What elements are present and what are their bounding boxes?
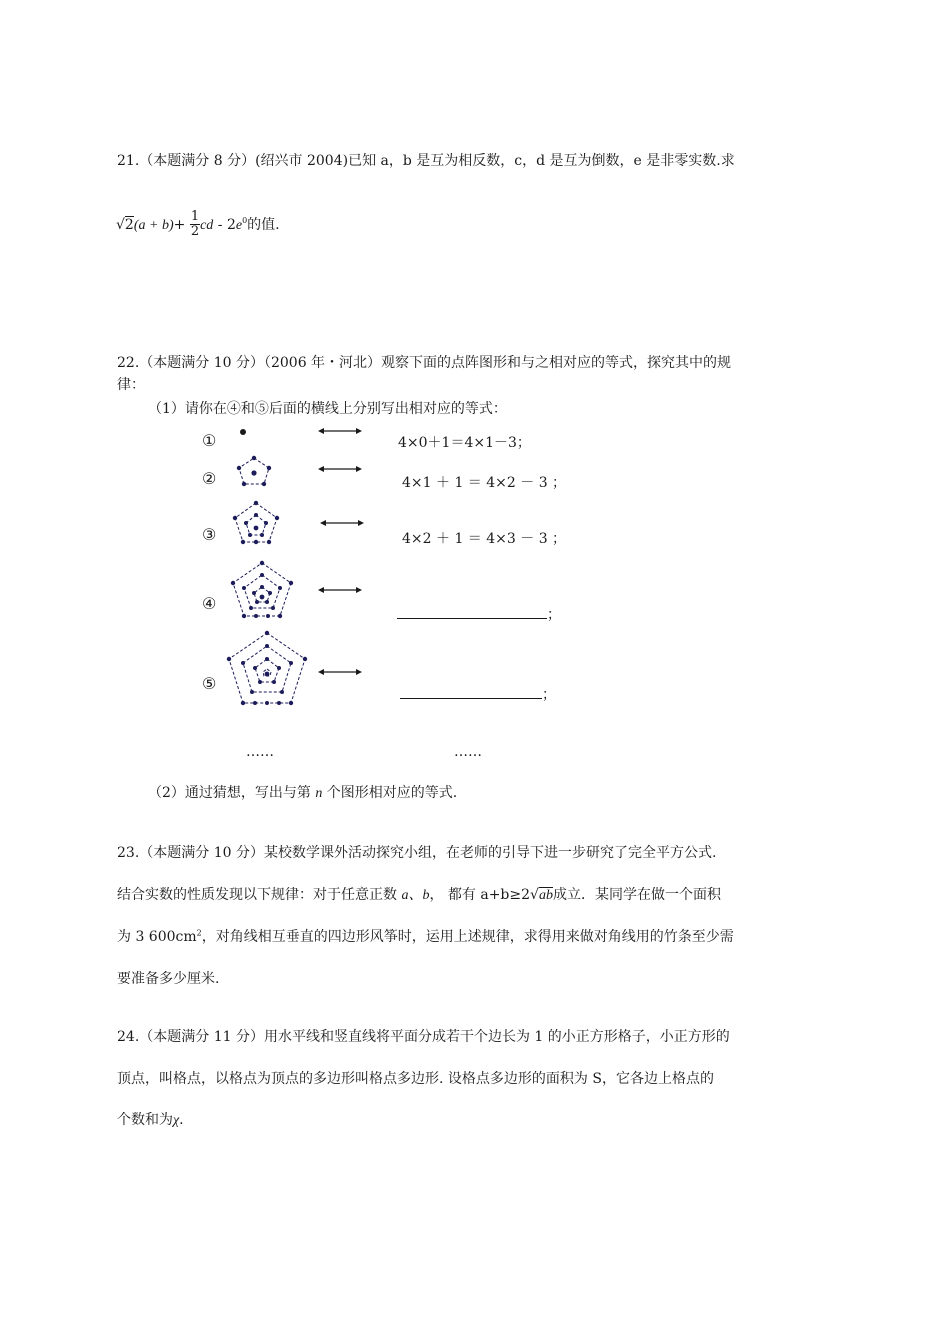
- q23-line1: 23.（本题满分 10 分）某校数学课外活动探究小组，在老师的引导下进一步研究了完全平方公式.: [117, 845, 717, 861]
- ellipsis-right: ……: [454, 744, 482, 760]
- equation-4-end: ；: [547, 607, 561, 623]
- double-arrow-1: [318, 426, 362, 436]
- q21-line1: 21.（本题满分 8 分）(绍兴市 2004)已知 a，b 是互为相反数，c，d 是互为倒数，e 是非零实数.求: [117, 153, 735, 169]
- expr-exp: 0: [242, 216, 248, 226]
- double-arrow-4: [318, 585, 362, 595]
- q24-line1: 24.（本题满分 11 分）用水平线和竖直线将平面分成若干个边长为 1 的小正方形格子，小正方形的: [117, 1029, 730, 1045]
- equation-5-end: ；: [542, 687, 556, 703]
- q23-line2-a: 结合实数的性质发现以下规律：对于任意正数: [117, 887, 402, 903]
- q22-part1: （1）请你在④和⑤后面的横线上分别写出相对应的等式：: [148, 401, 507, 417]
- q23-line2-c: 成立．某同学在做一个面积: [552, 887, 721, 903]
- q24-line3-a: 个数和为: [117, 1112, 173, 1128]
- row-label-2: ②: [202, 469, 217, 488]
- expr-plus: +: [173, 216, 186, 233]
- answer-blank-5[interactable]: [400, 684, 542, 699]
- q23-line3-a: 为 3 600cm: [117, 929, 197, 945]
- frac-num: 1: [190, 209, 200, 224]
- q23-line3: [117, 926, 734, 946]
- sqrt-symbol: √2: [116, 216, 134, 233]
- equation-1: 4×0＋1＝4×1－3；: [398, 435, 531, 451]
- row-label-4: ④: [202, 594, 217, 613]
- double-arrow-3: [320, 518, 364, 528]
- equation-2: 4×1 ＋ 1 ＝ 4×2 － 3 ；: [402, 475, 567, 491]
- equation-4-row: [397, 604, 561, 624]
- equation-5-row: [400, 684, 556, 704]
- q24-line3: [117, 1109, 184, 1129]
- frac-den: 2: [190, 224, 200, 240]
- q22-line2: 律：: [117, 377, 145, 393]
- q24-var: χ: [173, 1113, 180, 1128]
- part2-suffix: 个图形相对应的等式.: [322, 785, 458, 801]
- sqrt-ab-radicand: ab: [538, 888, 553, 903]
- part2-n: n: [315, 786, 323, 801]
- dot-pattern-5: [226, 630, 308, 706]
- dot-pattern-4: [230, 560, 294, 620]
- dot-pattern-3: [232, 500, 280, 546]
- q22-part2: [148, 782, 457, 802]
- double-arrow-2: [318, 464, 362, 474]
- equation-3: 4×2 ＋ 1 ＝ 4×3 － 3 ；: [402, 531, 567, 547]
- q23-sup: 2: [196, 928, 202, 938]
- expr-cd: cd: [200, 217, 214, 233]
- q23-line3-b: ，对角线相互垂直的四边形风筝时，运用上述规律，求得用来做对角线用的竹条至少需: [201, 929, 734, 945]
- fraction-one-half: [190, 210, 200, 240]
- expr-group: (a + b): [133, 217, 174, 233]
- sqrt-ab: √ab: [530, 887, 553, 903]
- row-label-1: ①: [202, 431, 217, 450]
- expr-minus: - 2: [213, 216, 236, 233]
- q21-tail: 的值.: [247, 216, 280, 233]
- q24-line3-b: .: [179, 1112, 184, 1128]
- q24-line2: 顶点，叫格点，以格点为顶点的多边形叫格点多边形. 设格点多边形的面积为 S，它各边上格点的: [117, 1071, 714, 1087]
- q23-vars: a、b: [401, 888, 430, 903]
- q23-line2: [117, 884, 721, 904]
- expr-e: e: [235, 217, 243, 233]
- sqrt-radicand: 2: [124, 216, 134, 233]
- dot-pattern-2: [235, 455, 273, 487]
- answer-blank-4[interactable]: [397, 604, 547, 619]
- ellipsis-left: ……: [246, 744, 274, 760]
- row-label-3: ③: [202, 525, 217, 544]
- q22-line1: 22.（本题满分 10 分）（2006 年・河北）观察下面的点阵图形和与之相对应的等式，探究其中的规: [117, 355, 732, 371]
- part2-prefix: （2）通过猜想，写出与第: [148, 785, 316, 801]
- q23-line4: 要准备多少厘米.: [117, 971, 220, 987]
- dot-pattern-1: [236, 425, 250, 439]
- q23-line2-b: ， 都有 a+b≥2: [429, 887, 531, 903]
- q21-expression: [116, 210, 280, 240]
- double-arrow-5: [318, 667, 362, 677]
- row-label-5: ⑤: [202, 674, 217, 693]
